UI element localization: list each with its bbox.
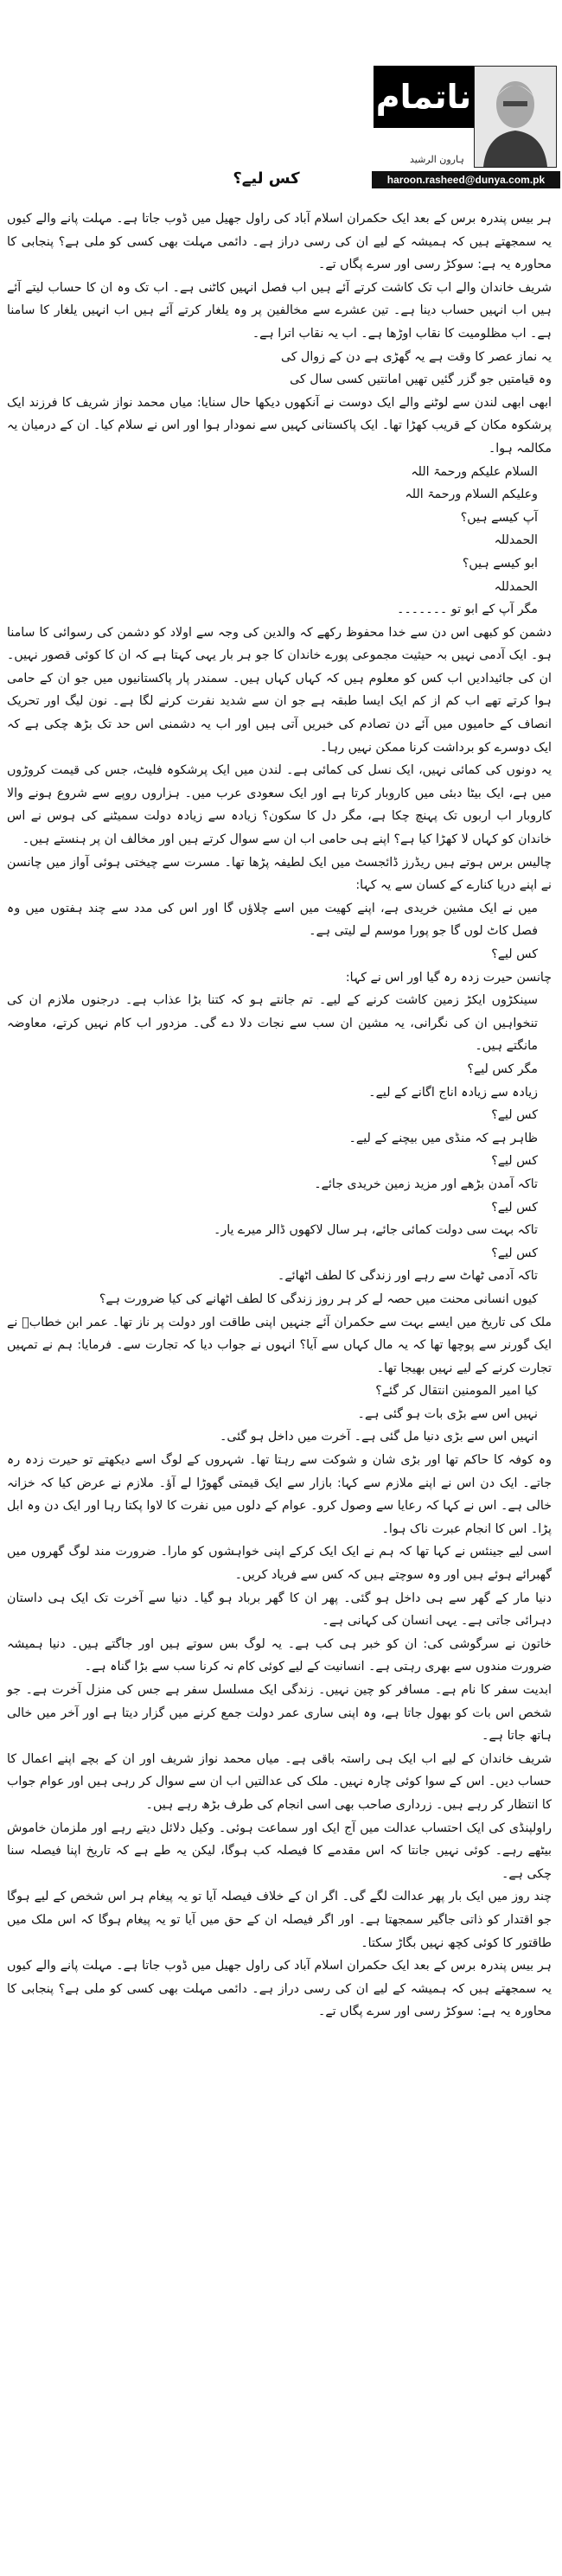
exchange-line: کس لیے؟	[491, 1154, 538, 1169]
paragraph: یہ دونوں کی کمائی نہیں، ایک نسل کی کمائی ہے۔ لندن میں ایک پرشکوہ فلیٹ، جس کی قیمت کروڑوں میں ہے، ایک بیٹا دبئی میں کاروبار کرتا ہے اور ایک سعودی عرب میں۔ ہزاروں روپے سے شروع ہونے والا کاروبار اب اربوں تک پہنچ چکا ہے، مگر دل کا سکون؟ زیادہ سے زیادہ دولت سمیٹنے کی ہوس نے اس خاندان کو کہاں لا کھڑا کیا ہے؟ اپنے ہی حامی اب ان سے سوال کرتے ہیں اور مخالف ان پر ہنستے ہیں۔	[7, 763, 552, 847]
dialogue-block	[7, 1380, 552, 1449]
exchange-line: کس لیے؟	[491, 1246, 538, 1260]
paragraph: ملک کی تاریخ میں ایسے بہت سے حکمران آئے جنہیں اپنی طاقت اور دولت پر ناز تھا۔ عمر ابن خطابؓ نے ایک گورنر سے پوچھا تھا کہ یہ مال کہاں سے آیا؟ انہوں نے جواب دیا کہ تجارت سے۔ فرمایا: ہم نے تمہیں تجارت کرنے کے لیے نہیں بھیجا تھا۔	[7, 1315, 552, 1375]
paragraph: دشمن کو کبھی اس دن سے خدا محفوظ رکھے کہ والدین کی وجہ سے اولاد کو دشمن کی رسوائی کا سامنا ہو۔ ایک آدمی نہیں بہ حیثیت مجموعی پورے خاندان کا جو ہر بار یہی کہتا ہے کہ ان کا کوئی قصور نہیں۔ ان کی جائیدادیں اب کس کو معلوم ہیں کہ کہاں کہاں ہیں۔ سمندر پار پاکستانیوں میں جو ان کے حامی ہوا کرتے تھے اب کم از کم ایک ایسا طبقہ ہے جو ان سے شدید نفرت کرنے لگا ہے۔ نون لیگ اور تحریک انصاف کے حامیوں میں آئے دن تصادم کی خبریں آتی ہیں اور اب یہ دشمنی اس حد تک بڑھ چکی ہے کہ ایک دوسرے کو برداشت کرنا ممکن نہیں رہا۔	[7, 625, 552, 755]
paragraph: شریف خاندان والے اب تک کاشت کرتے آئے ہیں اب فصل انہیں کاٹنی ہے۔ اب تک وہ ان کا حساب لیتے آئے ہیں اب انہیں حساب دینا ہے۔ تین عشرے سے مخالفین پر وہ یلغار کرتے آئے ہیں اب انہیں یلغار کا سامنا ہے۔ اب مظلومیت کا نقاب اوڑھا ہے۔ اب یہ نقاب اترا ہے۔	[7, 280, 552, 341]
dialogue-line: آپ کیسے ہیں؟	[460, 510, 538, 525]
dialogue-line: کیا امیر المومنین انتقال کر گئے؟	[375, 1384, 538, 1399]
exchange-line: مگر کس لیے؟	[467, 1062, 538, 1076]
dialogue-line: الحمدللہ	[494, 579, 538, 594]
dialogue-line: ابو کیسے ہیں؟	[462, 556, 538, 571]
quote-line: سینکڑوں ایکڑ زمین کاشت کرنے کے لیے۔ تم جانتے ہو کہ کتنا بڑا عذاب ہے۔ درجنوں ملازم ان کی تنخواہیں ان کی نگرانی، یہ مشین ان سب سے نجات دلا دے گی۔ مزدور اب کام نہیں کرتے، معاوضہ مانگتے ہیں۔	[7, 993, 538, 1054]
dialogue-line: وعلیکم السلام ورحمۃ اللہ	[405, 488, 538, 502]
paragraph: دنیا مار کے گھر سے ہی داخل ہو گئی۔ پھر ان کا گھر برباد ہو گیا۔ دنیا سے آخرت تک ایک ہی داستان دہرائی جاتی ہے۔ یہی انسان کی کہانی ہے۔	[7, 1591, 552, 1629]
exchange-line: تاکہ بہت سی دولت کمائی جائے، ہر سال لاکھوں ڈالر میرے یار۔	[214, 1223, 538, 1238]
paragraph: راولپنڈی کی ایک احتساب عدالت میں آج ایک اور سماعت ہوئی۔ وکیل دلائل دیتے رہے اور ملزمان خاموش بیٹھے رہے۔ کوئی نہیں جانتا کہ اس مقدمے کا فیصلہ کب ہوگا، لیکن یہ طے ہے کہ تاریخ اپنا فیصلہ سنا چکی ہے۔	[7, 1820, 552, 1881]
author-photo	[474, 66, 557, 168]
dialogue-line: الحمدللہ	[494, 533, 538, 548]
paragraph: چانسن حیرت زدہ رہ گیا اور اس نے کہا:	[345, 970, 552, 985]
exchange-line: ظاہر ہے کہ منڈی میں بیچنے کے لیے۔	[348, 1131, 538, 1145]
column-header	[372, 64, 560, 202]
author-name: ہارون الرشید	[410, 154, 464, 165]
poetry-line: وہ قیامتیں جو گزر گئیں تھیں امانتیں کسی سال کی	[290, 373, 552, 387]
dialogue-line: نہیں اس سے بڑی بات ہو گئی ہے۔	[357, 1406, 538, 1421]
article-headline: کس لیے؟	[233, 169, 300, 188]
article-body	[7, 207, 552, 2024]
dialogue-line: مگر آپ کے ابو تو ۔۔۔۔۔۔۔	[397, 603, 538, 617]
paragraph: اسی لیے جینئس نے کہا تھا کہ ہم نے ایک ایک کرکے اپنی خواہشوں کو مارا۔ ضرورت مند لوگ گھروں میں گھبرائے ہوئے ہیں اور وہ سوچتے ہیں کہ کس سے فریاد کریں۔	[7, 1545, 552, 1583]
poetry-line: یہ نماز عصر کا وقت ہے یہ گھڑی ہے دن کے زوال کی	[280, 349, 552, 364]
author-email[interactable]: haroon.rasheed@dunya.com.pk	[372, 171, 560, 188]
quote-line: میں نے ایک مشین خریدی ہے، اپنے کھیت میں اسے چلاؤں گا اور اس کی مدد سے چند ہفتوں میں وہ فصل کاٹ لوں گا جو پورا موسم لے لیتی ہے۔	[7, 901, 538, 939]
paragraph: ہر بیس پندرہ برس کے بعد ایک حکمران اسلام آباد کی راول جھیل میں ڈوب جاتا ہے۔ مہلت پانے والے کیوں یہ سمجھتے ہیں کہ ہمیشہ کے لیے ان کی رسی دراز ہے۔ دائمی مہلت بھی کسی کو ملی ہے؟ پنجابی کا محاورہ یہ ہے: سوکڑ رسی اور سرے پگاں تے۔	[7, 212, 552, 272]
paragraph: شریف خاندان کے لیے اب ایک ہی راستہ باقی ہے۔ میاں محمد نواز شریف اور ان کے بچے اپنے اعمال کا حساب دیں۔ اس کے سوا کوئی چارہ نہیں۔ ملک کی عدالتیں اب ان سے سوال کر رہی ہیں اور عوام جواب کا انتظار کر رہے ہیں۔ زرداری صاحب بھی اسی انجام کی طرف بڑھ رہے ہیں۔	[7, 1751, 552, 1812]
exchange-line: تاکہ آدمی ٹھاٹ سے رہے اور زندگی کا لطف اٹھائے۔	[278, 1269, 538, 1284]
quote-block	[7, 897, 552, 966]
exchange-line: زیادہ سے زیادہ اناج اگانے کے لیے۔	[368, 1085, 538, 1100]
column-name: ناتمام	[374, 66, 474, 128]
exchange-line: کس لیے؟	[491, 1108, 538, 1123]
exchange-line: تاکہ آمدن بڑھے اور مزید زمین خریدی جائے۔	[314, 1176, 538, 1191]
quote-line: کس لیے؟	[491, 947, 538, 961]
dialogue-line: انہیں اس سے بڑی دنیا مل گئی ہے۔ آخرت میں داخل ہو گئی۔	[220, 1430, 538, 1444]
exchange-line: کس لیے؟	[491, 1200, 538, 1215]
paragraph: خاتون نے سرگوشی کی: ان کو خبر ہی کب ہے۔ یہ لوگ بس سوتے ہیں اور جاگتے ہیں۔ دنیا ہمیشہ ضرورت مندوں سے بھری رہتی ہے۔ انسانیت کے لیے کوئی کام نہ کرنا سب سے بڑا گناہ ہے۔	[7, 1636, 552, 1674]
portrait-image	[475, 67, 556, 167]
paragraph: ابدیت سفر کا نام ہے۔ مسافر کو چین نہیں۔ زندگی ایک مسلسل سفر ہے جس کی منزل آخرت ہے۔ جو شخص اس بات کو بھول جاتا ہے، وہ اپنی ساری عمر دولت جمع کرنے میں گزار دیتا ہے اور آخر میں خالی ہاتھ جاتا ہے۔	[7, 1683, 552, 1744]
dialogue-block	[7, 461, 552, 622]
paragraph: چند روز میں ایک بار پھر عدالت لگے گی۔ اگر ان کے خلاف فیصلہ آیا تو یہ پیغام ہر اس شخص کے لیے ہوگا جو اقتدار کو ذاتی جاگیر سمجھتا ہے۔ اور اگر فیصلہ ان کے حق میں آیا تو یہ پیغام ہوگا کہ اس ملک میں طاقتور کا کوئی کچھ نہیں بگاڑ سکتا۔	[7, 1890, 552, 1950]
closing-paragraph: ہر بیس پندرہ برس کے بعد ایک حکمران اسلام آباد کی راول جھیل میں ڈوب جاتا ہے۔ مہلت پانے والے کیوں یہ سمجھتے ہیں کہ ہمیشہ کے لیے ان کی رسی دراز ہے۔ دائمی مہلت بھی کسی کو ملی ہے؟ پنجابی کا محاورہ یہ ہے: سوکڑ رسی اور سرے پگاں تے۔	[7, 1959, 552, 2019]
paragraph: ابھی ابھی لندن سے لوٹنے والے ایک دوست نے آنکھوں دیکھا حال سنایا: میاں محمد نواز شریف کا فرزند ایک پرشکوہ مکان کے قریب کھڑا تھا۔ ایک پاکستانی کہیں سے نمودار ہوا اور اس نے سلام کیا۔ ان کے درمیان یہ مکالمہ ہوا۔	[7, 395, 552, 456]
paragraph: چالیس برس ہوتے ہیں ریڈرز ڈائجسٹ میں ایک لطیفہ پڑھا تھا۔ مسرت سے چیختی ہوئی آواز میں چانسن نے اپنے دریا کنارے کے کسان سے یہ کہا:	[7, 855, 552, 893]
dialogue-line: السلام علیکم ورحمۃ اللہ	[411, 464, 538, 479]
quote-block	[7, 989, 552, 1310]
paragraph: وہ کوفہ کا حاکم تھا اور بڑی شان و شوکت سے رہتا تھا۔ شہروں کے لوگ اسے دیکھتے تو حیرت زدہ رہ جاتے۔ ایک دن اس نے اپنے ملازم سے کہا: بازار سے ایک قیمتی گھوڑا لے آؤ۔ ملازم نے عرض کیا کہ خزانہ خالی ہے۔ اس نے کہا کہ رعایا سے وصول کرو۔ عوام کے دلوں میں نفرت کا لاوا پکتا رہا اور ایک دن وہ ابل پڑا۔ اس کا انجام عبرت ناک ہوا۔	[7, 1453, 552, 1536]
exchange-line: کیوں انسانی محنت میں حصہ لے کر ہر روز زندگی کا لطف اٹھانے کی کیا ضرورت ہے؟	[99, 1291, 538, 1306]
